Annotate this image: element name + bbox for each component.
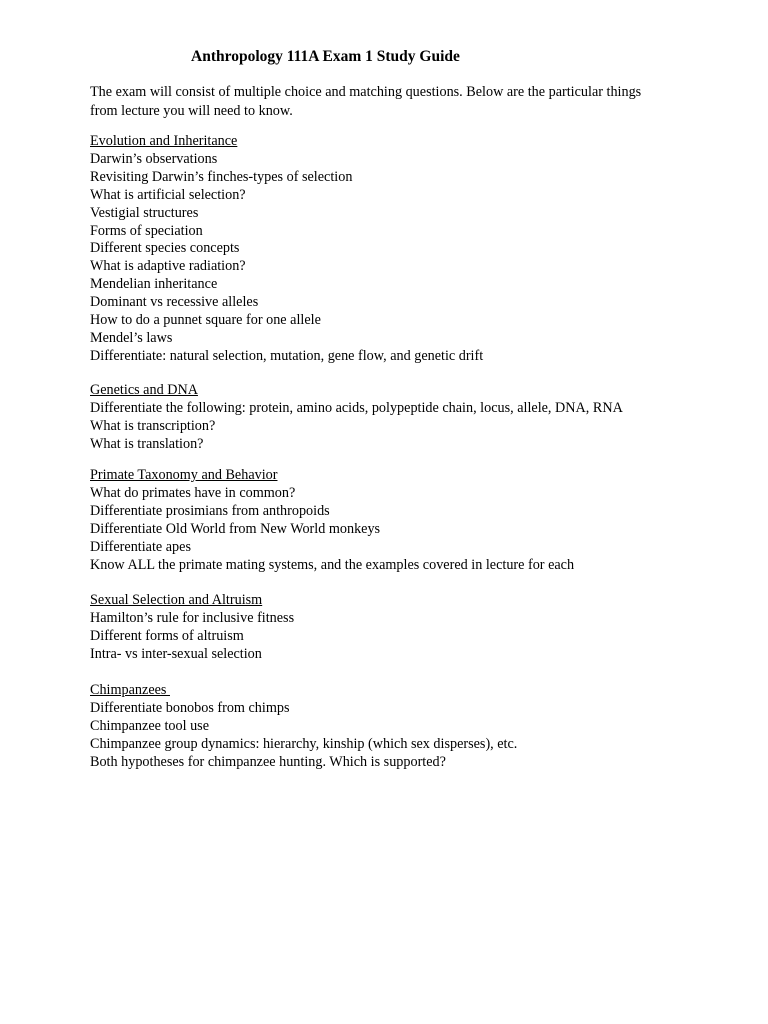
list-item: What is translation? xyxy=(90,435,204,452)
list-item: What is adaptive radiation? xyxy=(90,258,246,275)
list-item: Darwin’s observations xyxy=(90,150,218,167)
list-item: Mendelian inheritance xyxy=(90,276,218,293)
list-item: Hamilton’s rule for inclusive fitness xyxy=(90,609,295,626)
section-sexual-selection-and-altruism xyxy=(90,592,730,664)
list-item: What is transcription? xyxy=(90,417,216,434)
list-item: Differentiate prosimians from anthropoids xyxy=(90,502,330,519)
list-item: Differentiate bonobos from chimps xyxy=(90,699,290,716)
section-heading: Genetics and DNA xyxy=(90,382,198,398)
page-title: Anthropology 111A Exam 1 Study Guide xyxy=(191,48,460,65)
list-item: Mendel’s laws xyxy=(90,329,173,346)
list-item: Different species concepts xyxy=(90,240,240,257)
list-item: Differentiate the following: protein, amino acids, polypeptide chain, locus, allele, DNA, RNA xyxy=(90,399,623,416)
section-evolution-and-inheritance xyxy=(90,133,730,366)
section-heading: Sexual Selection and Altruism xyxy=(90,592,263,608)
list-item: Intra- vs inter-sexual selection xyxy=(90,645,262,662)
section-genetics-and-dna xyxy=(90,382,730,454)
section-heading: Primate Taxonomy and Behavior xyxy=(90,467,278,483)
list-item: Revisiting Darwin’s finches-types of selection xyxy=(90,168,353,185)
list-item: What is artificial selection? xyxy=(90,186,246,203)
list-item: Different forms of altruism xyxy=(90,627,244,644)
list-item: Both hypotheses for chimpanzee hunting. Which is supported? xyxy=(90,753,446,770)
list-item: Differentiate: natural selection, mutation, gene flow, and genetic drift xyxy=(90,347,484,364)
list-item: Vestigial structures xyxy=(90,204,199,221)
list-item: Forms of speciation xyxy=(90,222,203,239)
section-chimpanzees xyxy=(90,682,730,772)
section-primate-taxonomy-and-behavior xyxy=(90,467,730,574)
list-item: What do primates have in common? xyxy=(90,484,296,501)
list-item: Chimpanzee group dynamics: hierarchy, kinship (which sex disperses), etc. xyxy=(90,735,518,752)
list-item: Chimpanzee tool use xyxy=(90,717,209,734)
list-item: Differentiate Old World from New World monkeys xyxy=(90,520,381,537)
list-item: How to do a punnet square for one allele xyxy=(90,312,321,329)
list-item: Differentiate apes xyxy=(90,538,191,555)
section-heading: Evolution and Inheritance xyxy=(90,133,238,149)
intro-paragraph xyxy=(90,83,710,120)
intro-line: The exam will consist of multiple choice and matching questions. Below are the particular things xyxy=(90,84,642,100)
intro-line: from lecture you will need to know. xyxy=(90,102,293,119)
list-item: Know ALL the primate mating systems, and the examples covered in lecture for each xyxy=(90,556,575,573)
list-item: Dominant vs recessive alleles xyxy=(90,294,259,311)
section-heading: Chimpanzees xyxy=(90,682,170,698)
